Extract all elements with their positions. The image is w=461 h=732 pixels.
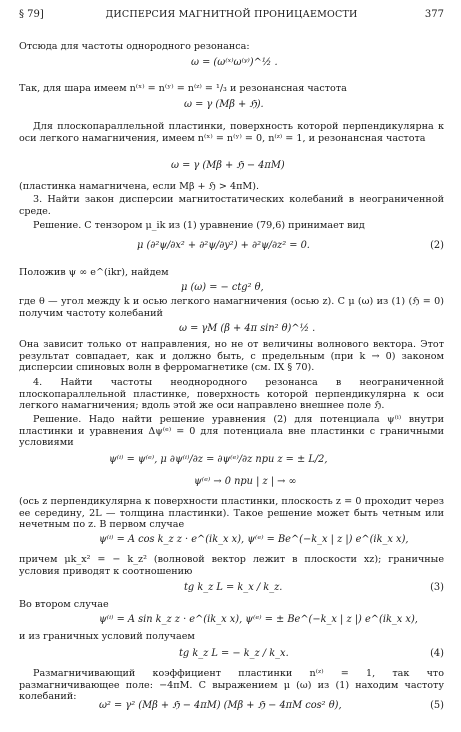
- section-reference: § 79]: [19, 9, 44, 20]
- solution-paragraph: Решение. Надо найти решение уравнения (2) для потенциала ψ⁽ⁱ⁾ внутри пластинки и уравнения Δψ⁽ᵉ⁾ = 0 для потенциала вне пластинки с граничными условиями: [19, 414, 444, 449]
- paragraph: Так, для шара имеем n⁽ˣ⁾ = n⁽ʸ⁾ = n⁽ᶻ⁾ = ¹/₃ и резонансная частота: [19, 83, 347, 94]
- page-number: 377: [424, 9, 444, 20]
- paragraph: Для плоскопараллельной пластинки, поверхность которой перпендикулярна к оси легкого намагничения, имеем n⁽ˣ⁾ = n⁽ʸ⁾ = 0, n⁽ᶻ⁾ = 1, и резонансная частота: [19, 121, 444, 144]
- paragraph: Размагничивающий коэффициент пластинки n⁽ᶻ⁾ = 1, так что размагничивающее поле: −4πM. С выражением μ (ω) из (1) находим частоту колебаний:: [19, 668, 444, 703]
- running-header: [19, 9, 444, 23]
- paragraph: Положив ψ ∞ e^(ikr), найдем: [19, 267, 169, 278]
- problem-3: 3. Найти закон дисперсии магнитостатических колебаний в неограниченной среде.: [19, 194, 444, 217]
- paragraph: Отсюда для частоты однородного резонанса:: [19, 41, 250, 52]
- paragraph: (ось z перпендикулярна к поверхности пластинки, плоскость z = 0 проходит через ее середину, 2L — толщина пластинки). Такое решение может быть четным или нечетным по z. В первом случае: [19, 496, 444, 531]
- paragraph: где θ — угол между k и осью легкого намагничения (осью z). С μ (ω) из (1) (ℌ = 0) получим частоту колебаний: [19, 296, 444, 319]
- equation-number: (2): [430, 240, 444, 251]
- book-page: § 79] ДИСПЕРСИЯ МАГНИТНОЙ ПРОНИЦАЕМОСТИ 377 Отсюда для частоты однородного резонанса: ω = (ω⁽ˣ⁾ω⁽ʸ⁾)^½ . Так, для шара имеем n⁽ˣ⁾ = n⁽ʸ⁾ = n⁽ᶻ⁾ = ¹/₃ и резонансная частота ω = γ (Mβ + ℌ). Для плоскопараллельной пластинки, поверхность которой перпендикулярна к оси легкого намагничения, имеем n⁽ˣ⁾ = n⁽ʸ⁾ = 0, n⁽ᶻ⁾ = 1, и резонансная частота ω = γ (Mβ + ℌ − 4πM) (пластинка намагничена, если Mβ + ℌ > 4πM). 3. Найти закон дисперсии магнитостатических колебаний в неограниченной среде. Решение. С тензором μ_ik из (1) уравнение (79,6) принимает вид μ (∂²ψ/∂x² + ∂²ψ/∂y²) + ∂²ψ/∂z² = 0. (2) Положив ψ ∞ e^(ikr), найдем μ (ω) = − ctg² θ, где θ — угол между k и осью легкого намагничения (осью z). С μ (ω) из (1) (ℌ = 0) получим частоту колебаний ω = γM (β + 4π sin² θ)^½ . Она зависит только от направления, но не от величины волнового вектора. Этот результат совпадает, как и должно быть, с предельным (при k → 0) законом дисперсии спиновых волн в ферромагнетике (см. IX § 70). 4. Найти частоты неоднородного резонанса в неограниченной плоскопараллельной пластинке, поверхность которой перпендикулярна к оси легкого намагничения; вдоль этой же оси направлено внешнее поле ℌ. Решение. Надо найти решение уравнения (2) для потенциала ψ⁽ⁱ⁾ внутри пластинки и уравнения Δψ⁽ᵉ⁾ = 0 для потенциала вне пластинки с граничными условиями ψ⁽ⁱ⁾ = ψ⁽ᵉ⁾, μ ∂ψ⁽ⁱ⁾/∂z = ∂ψ⁽ᵉ⁾/∂z при z = ± L/2, ψ⁽ᵉ⁾ → 0 при | z | → ∞ (ось z перпендикулярна к поверхности пластинки, плоскость z = 0 проходит через ее середину, 2L — толщина пластинки). Такое решение может быть четным или нечетным по z. В первом случае ψ⁽ⁱ⁾ = A cos k_z z · e^(ik_x x), ψ⁽ᵉ⁾ = Be^(−k_x | z |) e^(ik_x x), причем μk_x² = − k_z² (волновой вектор лежит в плоскости xz); граничные условия приводят к соотношению tg k_z L = k_x / k_z. (3) Во втором случае ψ⁽ⁱ⁾ = A sin k_z z · e^(ik_x x), ψ⁽ᵉ⁾ = ± Be^(−k_x | z |) e^(ik_x x), и из граничных условий получаем tg k_z L = − k_z / k_x. (4) Размагничивающий коэффициент пластинки n⁽ᶻ⁾ = 1, так что размагничивающее поле: −4πM. С выражением μ (ω) из (1) находим частоту колебаний: ω² = γ² (Mβ + ℌ − 4πM) (Mβ + ℌ − 4πM cos² θ), (5): [19, 9, 444, 711]
- paragraph: Во втором случае: [19, 599, 109, 610]
- chapter-title: ДИСПЕРСИЯ МАГНИТНОЙ ПРОНИЦАЕМОСТИ: [105, 9, 358, 20]
- equation-number: (5): [430, 700, 444, 711]
- paragraph: причем μk_x² = − k_z² (волновой вектор лежит в плоскости xz); граничные условия приводят к соотношению: [19, 554, 444, 577]
- equation-number: (3): [430, 582, 444, 593]
- paragraph: Она зависит только от направления, но не от величины волнового вектора. Этот результат совпадает, как и должно быть, с предельным (при k → 0) законом дисперсии спиновых волн в ферромагнетике (см. IX § 70).: [19, 339, 444, 374]
- equation-number: (4): [430, 648, 444, 659]
- paragraph: (пластинка намагничена, если Mβ + ℌ > 4πM).: [19, 181, 260, 192]
- problem-4: 4. Найти частоты неоднородного резонанса в неограниченной плоскопараллельной пластинке, поверхность которой перпендикулярна к оси легкого намагничения; вдоль этой же оси направлено внешнее поле ℌ.: [19, 377, 444, 412]
- paragraph: и из граничных условий получаем: [19, 631, 195, 642]
- solution-paragraph: Решение. С тензором μ_ik из (1) уравнение (79,6) принимает вид: [33, 220, 365, 231]
